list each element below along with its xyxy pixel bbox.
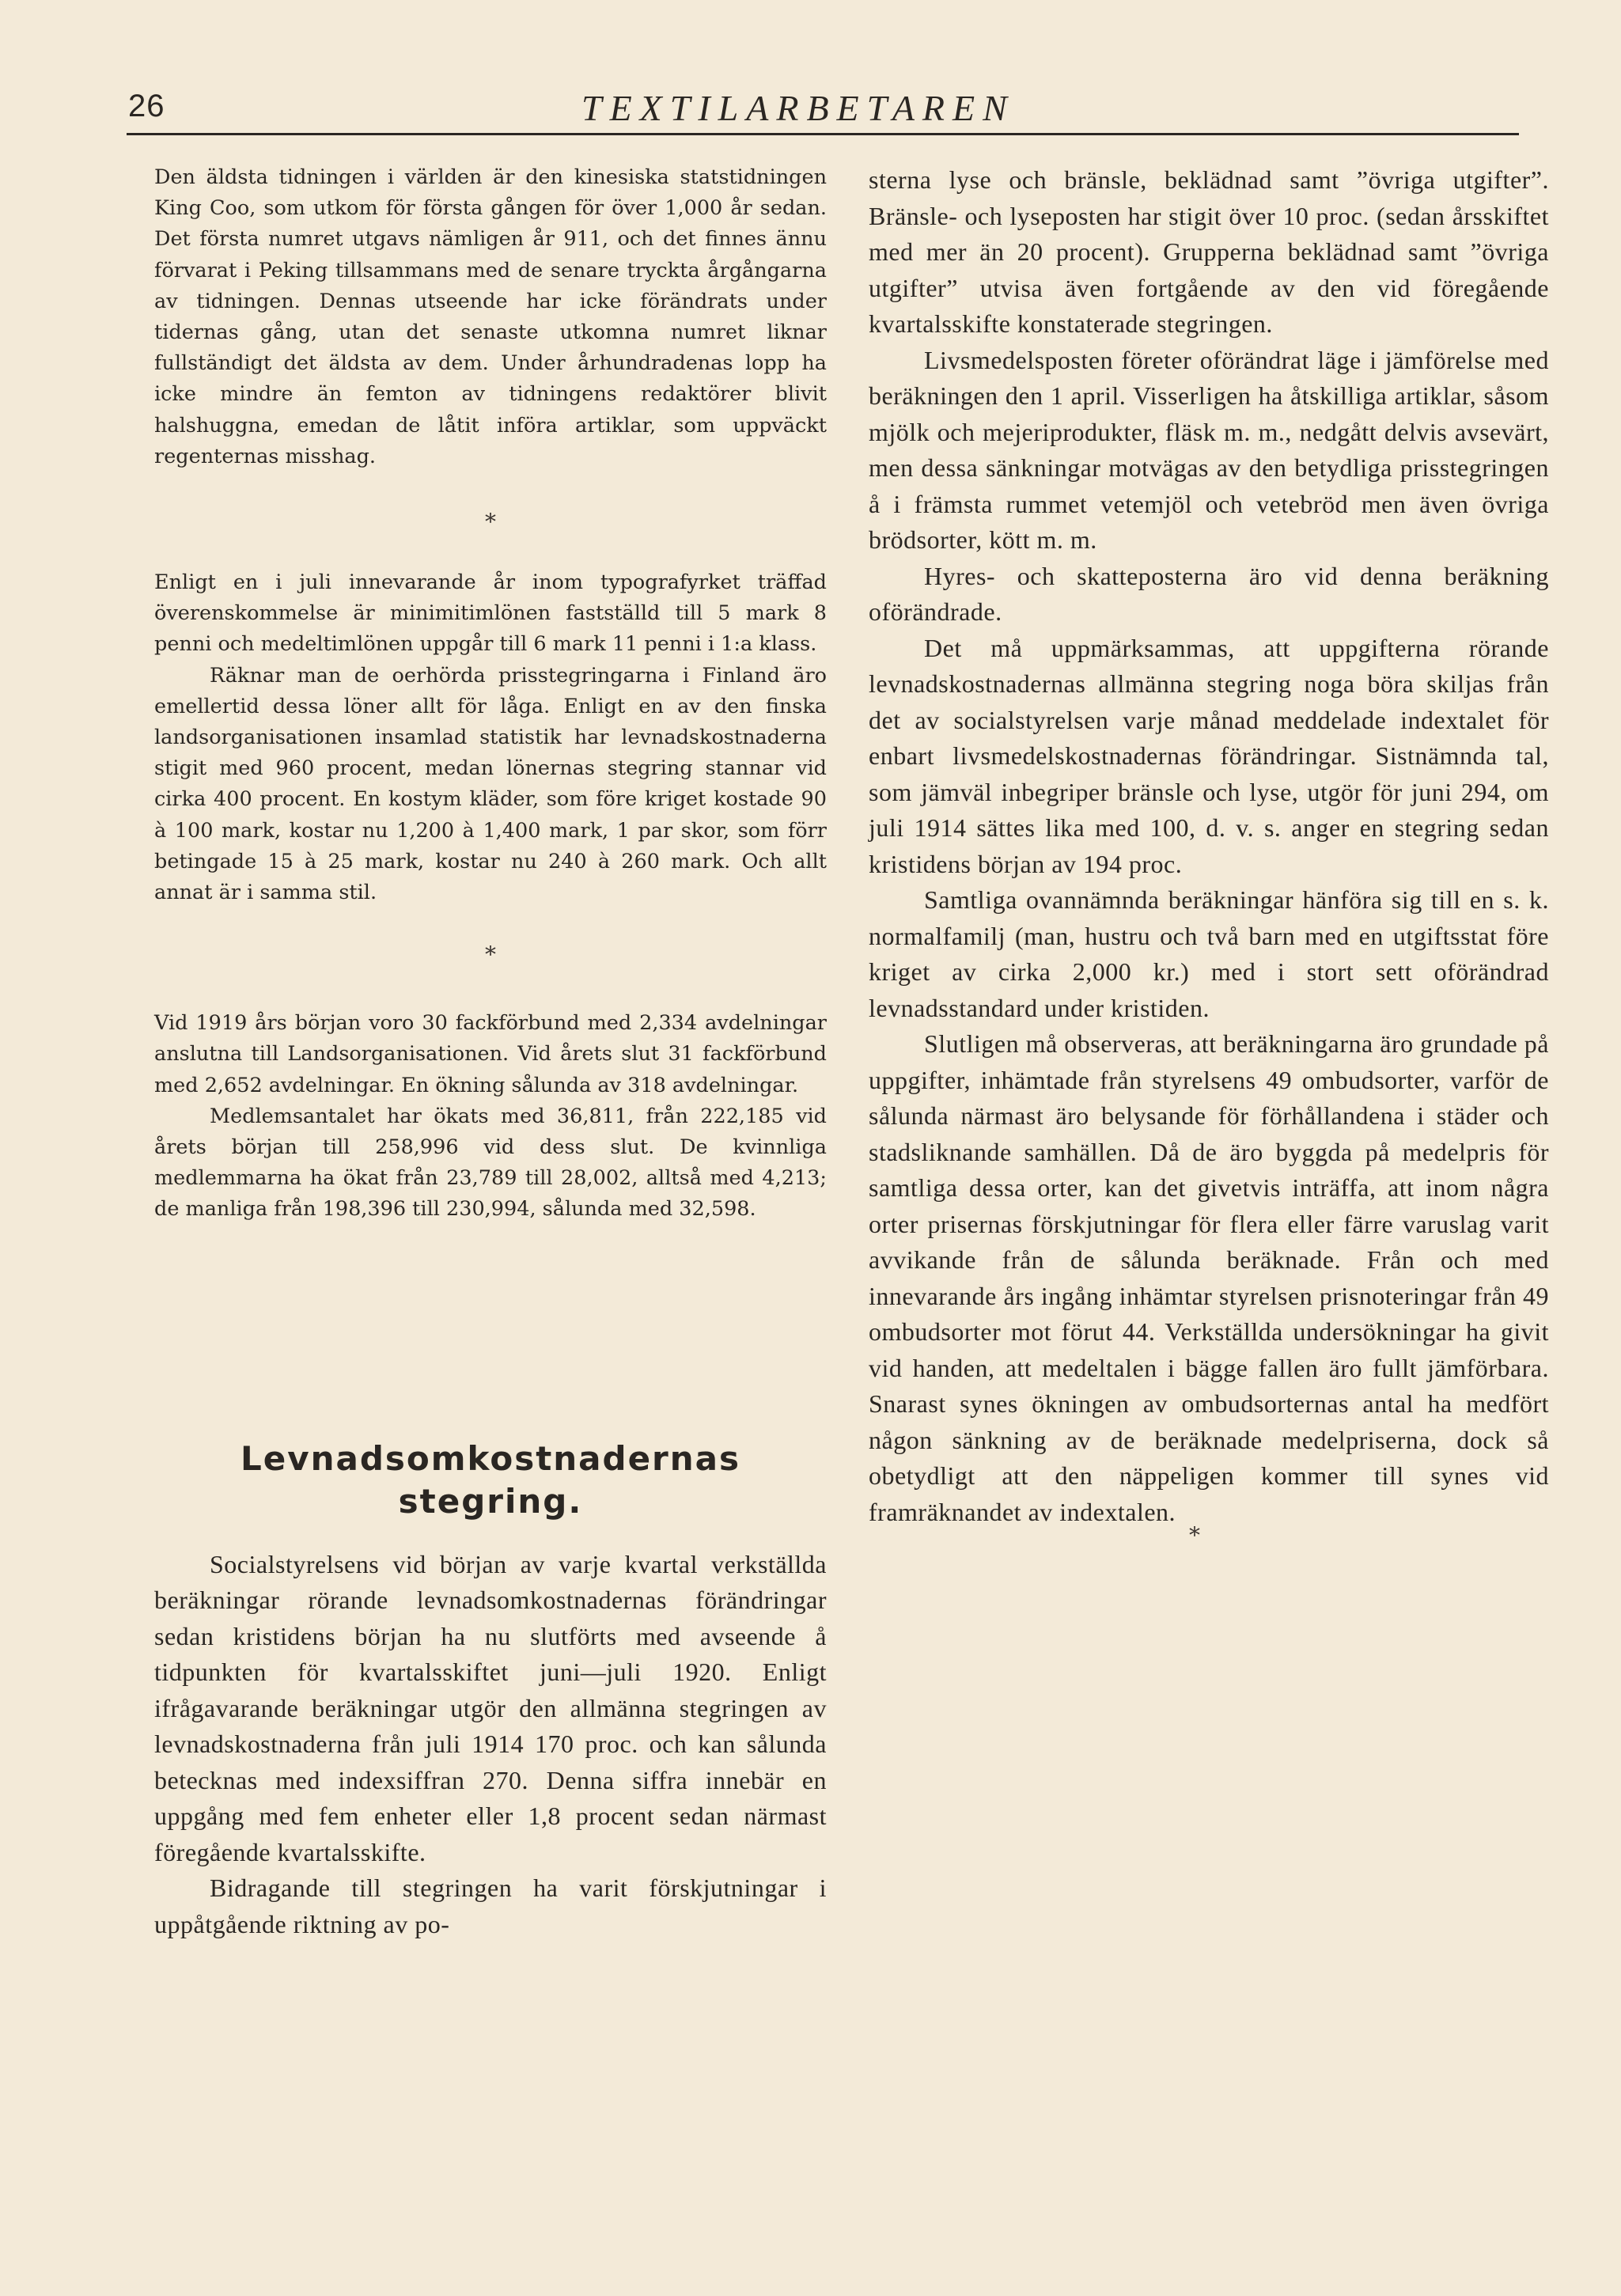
right-column bbox=[869, 162, 1549, 1530]
article-paragraph: Socialstyrelsens vid början av varje kvartal verkställda beräkningar rörande levnadsomkostnadernas förändringar sedan kristidens början ha nu slutförts med avseende å tidpunkten för kvartalsskiftet juni—juli 1920. Enligt ifrågavarande beräkningar utgör den allmänna stegringen av levnadskostnaderna från juli 1914 170 proc. och kan sålunda betecknas med indexsiffran 270. Denna siffra innebär en uppgång med fem enheter eller 1,8 procent sedan närmast föregående kvartalsskifte. bbox=[154, 1549, 827, 1866]
brief-finland-wages bbox=[154, 567, 827, 908]
article-paragraph: Samtliga ovannämnda beräkningar hänföra sig till en s. k. normalfamilj (man, hustru och två barn med en utgiftsstat före kriget av cirka 2,000 kr.) med i stort sett oförändrad levnadsstandard under kristiden. bbox=[869, 885, 1549, 1022]
separator-asterisk: * bbox=[1189, 1522, 1200, 1548]
separator-asterisk: * bbox=[485, 509, 496, 536]
brief-union-statistics bbox=[154, 1008, 827, 1225]
article-body-right bbox=[869, 162, 1549, 1530]
headline-line: stegring. bbox=[398, 1481, 583, 1521]
article-continuation: sterna lyse och bränsle, beklädnad samt ”övriga utgifter”. Bränsle- och lyseposten har stigit över 10 proc. (sedan årsskiftet med mer än 20 procent). Grupperna beklädnad samt ”övriga utgifter” utvisa även fortgående av den vid föregående kvartalsskifte konstaterade stegringen. bbox=[869, 165, 1549, 338]
article-body-left bbox=[154, 1547, 827, 1943]
separator-asterisk: * bbox=[485, 942, 496, 968]
article-paragraph: Slutligen må observeras, att beräkningarna äro grundade på uppgifter, inhämtade från styrelsens 49 ombudsorter, varför de sålunda närmast äro belysande för förhållandena i städer och stadsliknande samhällen. Då de äro byggda på medelpris för samtliga dessa orter, kan det givetvis inträffa, att inom några orter prisernas förskjutningar för flera eller färre varuslag varit avvikande från de sålunda beräknade. Från och med innevarande års ingång inhämtar styrelsen prisnoteringar från 49 ombudsorter mot förut 44. Verkställda undersökningar ha givit vid handen, att medeltalen i bägge fallen äro fullt jämförbara. Snarast synes ökningen av ombudsorternas antal ha medfört någon sänkning av de beräknade medelpriserna, dock så obetydligt att den näppeligen kommer till synes vid framräknandet av indextalen. bbox=[869, 1029, 1549, 1526]
article-headline bbox=[154, 1439, 827, 1521]
article-paragraph: Bidragande till stegringen ha varit förskjutningar i uppåtgående riktning av po- bbox=[154, 1874, 827, 1938]
header-rule bbox=[127, 133, 1519, 135]
article-paragraph: Hyres- och skatteposterna äro vid denna beräkning oförändrade. bbox=[869, 561, 1549, 626]
page-number: 26 bbox=[128, 89, 165, 123]
running-title: TEXTILARBETAREN bbox=[581, 88, 1015, 128]
left-column bbox=[154, 162, 827, 1942]
brief-paragraph: Räknar man de oerhörda prisstegringarna i Finland äro emellertid dessa löner allt för låga. Enligt en av den finska landsorganisationen insamlad statistik har levnadskostnaderna stigit med 960 procent, medan lönernas stegring stannar vid cirka 400 procent. En kostym kläder, som före kriget kostade 90 à 100 mark, kostar nu 1,200 à 1,400 mark, 1 par skor, som förr betingade 15 à 25 mark, kostar nu 240 à 260 mark. Och allt annat är i samma stil. bbox=[154, 663, 827, 905]
article-paragraph: Livsmedelsposten företer oförändrat läge i jämförelse med beräkningen den 1 april. Visserligen ha åtskilliga artiklar, såsom mjölk och mejeriprodukter, fläsk m. m., nedgått delvis avsevärt, men dessa sänkningar motvägas av den betydliga prisstegringen å i främsta rummet vetemjöl och vetebröd men även övriga brödsorter, kött m. m. bbox=[869, 345, 1549, 554]
headline-line: Levnadsomkostnadernas bbox=[240, 1438, 741, 1478]
brief-newspaper bbox=[154, 162, 827, 472]
brief-paragraph: Den äldsta tidningen i världen är den kinesiska statstidningen King Coo, som utkom för första gången för över 1,000 år sedan. Det första numret utgavs nämligen år 911, och det finnes ännu förvarat i Peking tillsammans med de senare tryckta årgångarna av tidningen. Dennas utseende har icke förändrats under tidernas gång, utan det senaste utkomna numret liknar fullständigt det äldsta av dem. Under århundradenas lopp ha icke mindre än femton av tidningens redaktörer blivit halshuggna, emedan de låtit införa artiklar, som uppväckt regenternas misshag. bbox=[154, 165, 827, 468]
brief-paragraph: Medlemsantalet har ökats med 36,811, från 222,185 vid årets början till 258,996 vid dess slut. De kvinnliga medlemmarna ha ökat från 23,789 till 28,002, alltså med 4,213; de manliga från 198,396 till 230,994, sålunda med 32,598. bbox=[154, 1104, 827, 1222]
article-paragraph: Det må uppmärksammas, att uppgifterna rörande levnadskostnadernas allmänna stegring noga böra skiljas från det av socialstyrelsen varje månad meddelade indextalet för enbart livsmedelskostnadernas förändringar. Sistnämnda tal, som jämväl inbegriper bränsle och lyse, utgör för juni 294, om juli 1914 sättes lika med 100, d. v. s. anger en stegring sedan kristidens början av 194 proc. bbox=[869, 633, 1549, 878]
brief-paragraph: Vid 1919 års början voro 30 fackförbund med 2,334 avdelningar anslutna till Landsorganisationen. Vid årets slut 31 fackförbund med 2,652 avdelningar. En ökning sålunda av 318 avdelningar. bbox=[154, 1011, 827, 1097]
brief-paragraph: Enligt en i juli innevarande år inom typografyrket träffad överenskommelse är minimitimlönen fastställd till 5 mark 8 penni och medeltimlönen uppgår till 6 mark 11 penni i 1:a klass. bbox=[154, 570, 827, 657]
